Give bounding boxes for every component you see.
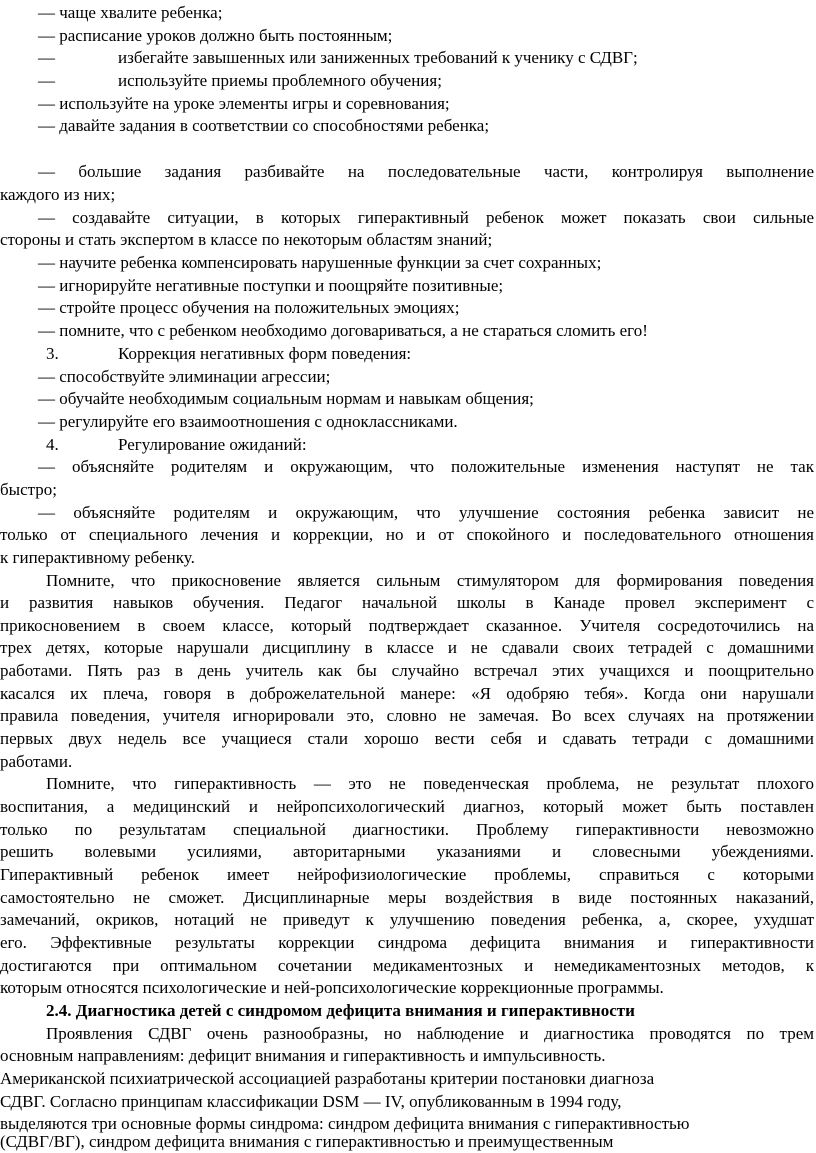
line-text: — способствуйте элиминации агрессии;	[38, 367, 331, 386]
paragraph-line	[0, 1068, 816, 1090]
numbered-heading	[0, 343, 816, 365]
line-text: к гиперактивному ребенку.	[0, 548, 195, 567]
line-text: достигаются при оптимальном сочетании медикаментозных и немедикаментозных методов, к	[0, 956, 814, 975]
numbered-heading	[0, 434, 816, 456]
paragraph-line	[0, 1091, 816, 1113]
paragraph-line	[0, 1045, 816, 1067]
line-text: — научите ребенка компенсировать нарушенные функции за счет сохранных;	[38, 253, 602, 272]
list-item	[0, 47, 816, 69]
line-text: — помните, что с ребенком необходимо договариваться, а не стараться сломить его!	[38, 321, 648, 340]
paragraph-line	[0, 977, 816, 999]
line-text: — стройте процесс обучения на положительных эмоциях;	[38, 298, 460, 317]
list-item	[0, 388, 816, 410]
line-text: Помните, что прикосновение является сильным стимулятором для формирования поведения	[46, 571, 814, 590]
line-text: воспитания, а медицинский и нейропсихологический диагноз, который может быть поставлен	[0, 797, 814, 816]
line-text: СДВГ. Согласно принципам классификации DSM — IV, опубликованным в 1994 году,	[0, 1092, 622, 1111]
line-text: прикосновением в своем классе, который подтверждает сказанное. Учителя сосредоточились на	[0, 616, 814, 635]
line-text: — обучайте необходимым социальным нормам и навыкам общения;	[38, 389, 534, 408]
paragraph-line	[0, 819, 814, 841]
paragraph-line	[0, 660, 814, 682]
list-number: 4.	[46, 435, 59, 454]
line-text: избегайте завышенных или заниженных требований к ученику с СДВГ;	[118, 48, 638, 67]
paragraph-line	[0, 796, 814, 818]
line-text: замечаний, окриков, нотаций не приведут к улучшению поведения ребенка, а, скорее, ухудшат	[0, 910, 814, 929]
list-item	[0, 25, 816, 47]
paragraph-line	[0, 728, 814, 750]
paragraph-line	[0, 909, 814, 931]
line-text: правила поведения, учителя игнорировали это, словно не замечая. Во всех случаях на протяжении	[0, 706, 814, 725]
continuation-line	[0, 524, 814, 546]
paragraph-line	[0, 864, 814, 886]
line-text: — чаще хвалите ребенка;	[38, 3, 223, 22]
paragraph-line	[0, 683, 814, 705]
line-text: самостоятельно не сможет. Дисциплинарные меры воздействия в виде постоянных наказаний,	[0, 888, 814, 907]
line-text: решить волевыми усилиями, авторитарными указаниями и словесными убеждениями.	[0, 842, 814, 861]
line-text: трех детях, которые нарушали дисциплину в классе и не сдавали своих тетрадей с домашними	[0, 638, 814, 657]
line-text: Проявления СДВГ очень разнообразны, но наблюдение и диагностика проводятся по трем	[46, 1024, 814, 1043]
list-item	[0, 297, 816, 319]
paragraph-line	[0, 637, 814, 659]
line-text: — используйте на уроке элементы игры и соревнования;	[38, 94, 450, 113]
list-item	[38, 207, 814, 229]
paragraph-line	[46, 1023, 814, 1045]
line-text: его. Эффективные результаты коррекции синдрома дефицита внимания и гиперактивности	[0, 933, 814, 952]
line-text: и развития навыков обучения. Педагог начальной школы в Канаде провел эксперимент с	[0, 593, 814, 612]
line-text: (СДВГ/ВГ), синдром дефицита внимания с гиперактивностью и преимущественным	[0, 1132, 614, 1151]
line-text: Помните, что гиперактивность — это не поведенческая проблема, не результат плохого	[46, 774, 814, 793]
paragraph-line	[0, 592, 814, 614]
list-item	[0, 70, 816, 92]
list-item	[0, 252, 816, 274]
line-text: которым относятся психологические и ней-ропсихологические коррекционные программы.	[0, 978, 664, 997]
line-text: основным направлениям: дефицит внимания и гиперактивность и импульсивность.	[0, 1046, 606, 1065]
list-item	[0, 320, 816, 342]
heading-text: 2.4. Диагностика детей с синдромом дефицита внимания и гиперактивности	[46, 1001, 635, 1020]
line-text: каждого из них;	[0, 185, 116, 204]
section-heading	[0, 1000, 816, 1022]
line-text: — большие задания разбивайте на последовательные части, контролируя выполнение	[38, 162, 814, 181]
line-text: — игнорируйте негативные поступки и поощряйте позитивные;	[38, 276, 504, 295]
paragraph-line	[0, 841, 814, 863]
line-text: — давайте задания в соответствии со способностями ребенка;	[38, 116, 490, 135]
line-text: — расписание уроков должно быть постоянным;	[38, 26, 393, 45]
list-item	[38, 456, 814, 478]
line-text: используйте приемы проблемного обучения;	[118, 71, 442, 90]
line-text: стороны и стать экспертом в классе по некоторым областям знаний;	[0, 230, 493, 249]
paragraph-line	[0, 1131, 816, 1153]
line-text: — объясняйте родителям и окружающим, что положительные изменения наступят не так	[38, 457, 814, 476]
line-text: выделяются три основные формы синдрома: синдром дефицита внимания с гиперактивностью	[0, 1114, 690, 1133]
paragraph-line	[46, 773, 814, 795]
list-number: 3.	[46, 344, 59, 363]
list-item	[0, 411, 816, 433]
line-text: Гиперактивный ребенок имеет нейрофизиологические проблемы, справиться с которыми	[0, 865, 814, 884]
line-text: — объясняйте родителям и окружающим, что улучшение состояния ребенка зависит не	[38, 503, 814, 522]
dash-marker: —	[38, 71, 55, 90]
list-item	[0, 93, 816, 115]
continuation-line	[0, 229, 816, 251]
line-text: Американской психиатрической ассоциацией разработаны критерии постановки диагноза	[0, 1069, 655, 1088]
continuation-line	[0, 184, 816, 206]
list-item	[38, 502, 814, 524]
paragraph-line	[46, 570, 814, 592]
list-item	[0, 275, 816, 297]
line-text: работами. Пять раз в день учитель как бы случайно встречал этих учащихся и поощрительно	[0, 661, 814, 680]
continuation-line	[0, 547, 816, 569]
paragraph-line	[0, 751, 816, 773]
line-text: — регулируйте его взаимоотношения с одноклассниками.	[38, 412, 458, 431]
list-item	[0, 366, 816, 388]
line-text: только от специального лечения и коррекции, но и от спокойного и последовательного отношения	[0, 525, 814, 544]
line-text: работами.	[0, 752, 73, 771]
paragraph-line	[0, 705, 814, 727]
line-text: Коррекция негативных форм поведения:	[118, 344, 412, 363]
dash-marker: —	[38, 48, 55, 67]
paragraph-line	[0, 932, 814, 954]
list-item	[0, 115, 816, 137]
paragraph-line	[0, 615, 814, 637]
line-text: первых двух недель все учащиеся стали хорошо вести себя и сдавать тетради с домашними	[0, 729, 814, 748]
continuation-line	[0, 479, 816, 501]
line-text: Регулирование ожиданий:	[118, 435, 307, 454]
line-text: — создавайте ситуации, в которых гиперактивный ребенок может показать свои сильные	[38, 208, 814, 227]
line-text: быстро;	[0, 480, 57, 499]
line-text: касался их плеча, говоря в доброжелательной манере: «Я одобряю тебя». Когда они нарушали	[0, 684, 814, 703]
paragraph-line	[0, 955, 814, 977]
line-text: только по результатам специальной диагностики. Проблему гиперактивности невозможно	[0, 820, 814, 839]
paragraph-line	[0, 887, 814, 909]
list-item	[38, 161, 814, 183]
list-item	[0, 2, 816, 24]
